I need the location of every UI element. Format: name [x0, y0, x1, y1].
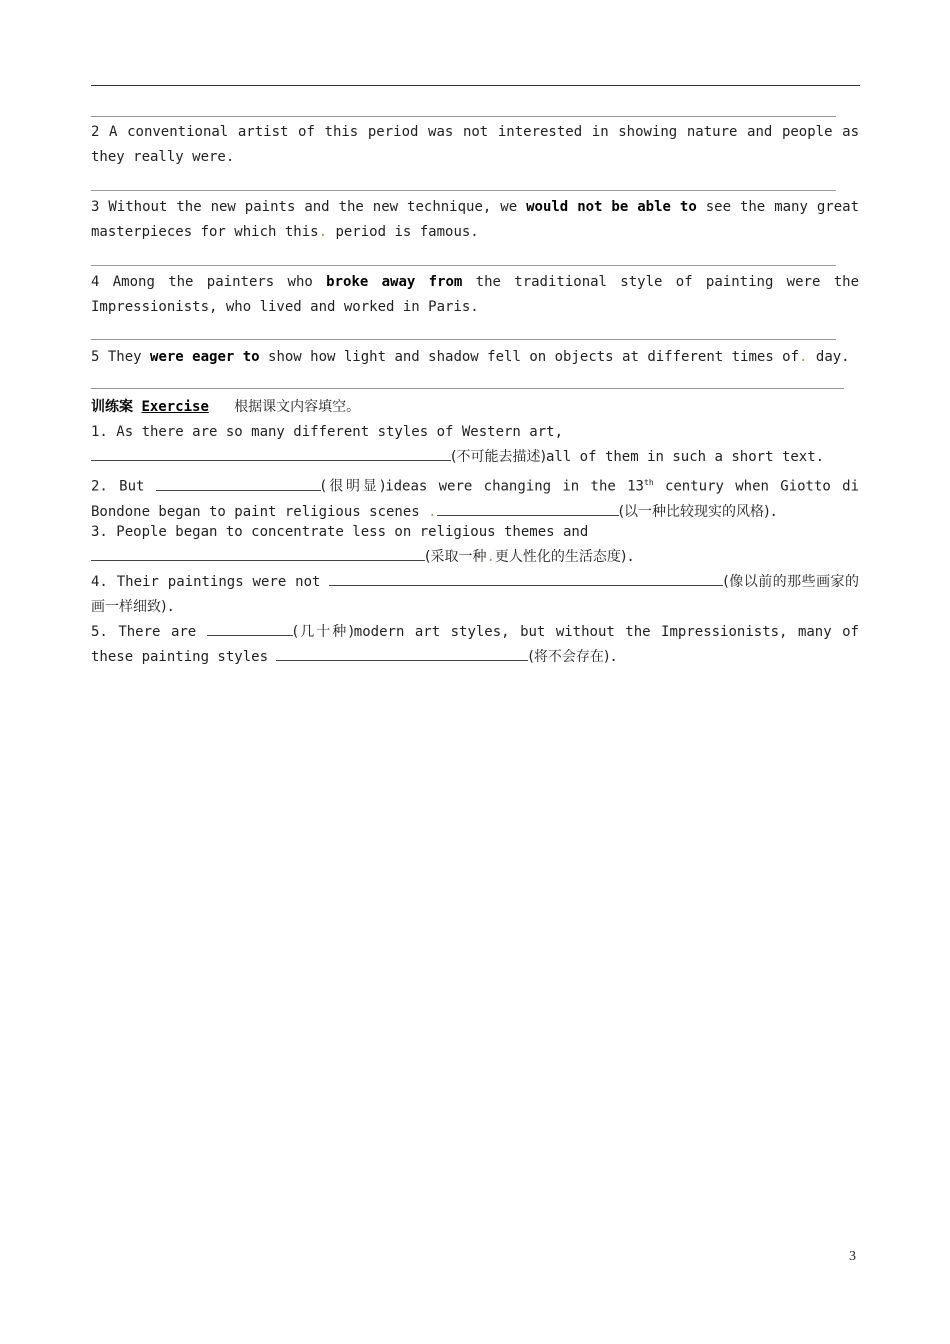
exercise-item-4: 4. Their paintings were not (像以前的那些画家的画一样细致). — [91, 570, 859, 620]
fill-blank[interactable] — [276, 646, 528, 661]
fill-blank[interactable] — [91, 546, 425, 561]
sentence-3: 3 Without the new paints and the new technique, we would not be able to see the many great masterpieces for which this. period is famous. — [91, 199, 859, 240]
header-rule — [91, 85, 860, 86]
fill-blank[interactable] — [207, 621, 293, 636]
answer-line — [91, 116, 836, 117]
sentence-2: 2 A conventional artist of this period was not interested in showing nature and people as they really were. — [91, 124, 859, 165]
sentence-4: 4 Among the painters who broke away from the traditional style of painting were the Impressionists, who lived and worked in Paris. — [91, 274, 859, 315]
sentence-5: 5 They were eager to show how light and shadow fell on objects at different times of. day. — [91, 349, 850, 365]
exercise-item-5: 5. There are (几十种)modern art styles, but without the Impressionists, many of these painting styles (将不会存在). — [91, 620, 859, 670]
fill-blank[interactable] — [329, 571, 723, 586]
exercise-item-1: 1. As there are so many different styles of Western art, (不可能去描述)all of them in such a short text. — [91, 424, 825, 465]
fill-blank[interactable] — [91, 446, 451, 461]
answer-line — [91, 265, 836, 266]
exercise-heading: 训练案 Exercise 根据课文内容填空。 — [91, 399, 361, 415]
fill-blank[interactable] — [437, 501, 619, 516]
exercise-item-2: 2. But (很明显)ideas were changing in the 13th century when Giotto di Bondone began to paint religious scenes . (以一种比较现实的风格). — [91, 470, 859, 525]
fill-blank[interactable] — [156, 476, 321, 491]
answer-line — [91, 190, 836, 191]
answer-line — [91, 388, 844, 389]
page-number: 3 — [849, 1249, 856, 1264]
exercise-item-3: 3. People began to concentrate less on religious themes and (采取一种.更人性化的生活态度). — [91, 524, 635, 565]
answer-line — [91, 339, 836, 340]
